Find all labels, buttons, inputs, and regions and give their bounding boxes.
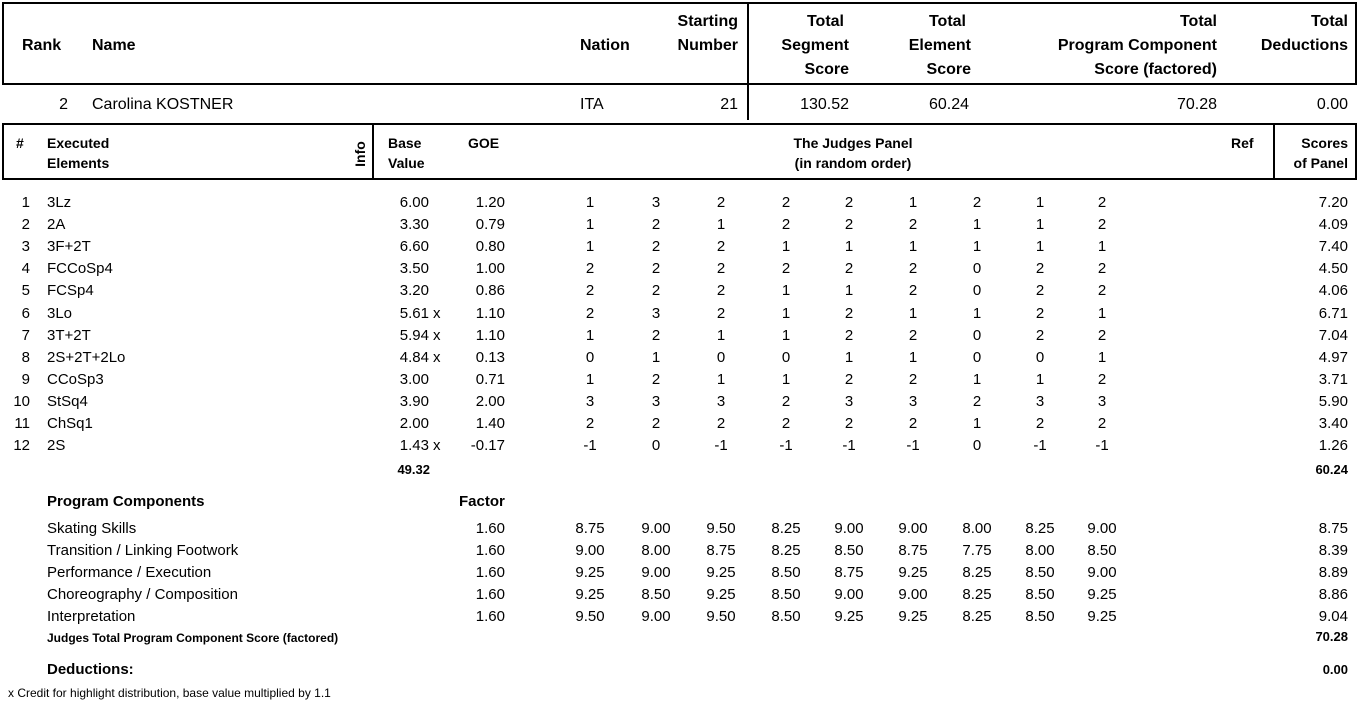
element-judge-score: -1	[714, 437, 728, 455]
component-judge-score: 8.25	[771, 520, 801, 537]
footnote: x Credit for highlight distribution, base value multiplied by 1.1	[8, 686, 331, 700]
element-base-value: 5.61	[399, 304, 429, 322]
header-tss-3: Score	[804, 61, 849, 78]
element-judge-score: 2	[1035, 326, 1045, 344]
element-panel-score: 4.97	[1318, 348, 1348, 366]
header-tss-2: Segment	[781, 37, 849, 54]
element-judge-score: 3	[1035, 392, 1045, 410]
element-name: 3Lz	[47, 194, 72, 211]
elements-header-box	[2, 123, 1357, 180]
element-judge-score: 1	[716, 216, 726, 234]
element-judge-score: 2	[844, 415, 854, 432]
program-components-title: Program Components	[47, 493, 205, 510]
component-judge-score: 8.75	[706, 542, 736, 559]
component-judge-score: 9.00	[898, 520, 928, 537]
element-judge-score: 2	[908, 282, 918, 300]
component-judge-score: 9.00	[1087, 520, 1117, 537]
element-judge-score: 1	[1097, 238, 1107, 256]
element-goe: 1.10	[475, 304, 505, 322]
element-num: 12	[13, 437, 30, 455]
skater-total-segment-score: 130.52	[800, 96, 849, 113]
header-pcs-1: Total	[1179, 13, 1217, 30]
component-judge-score: 8.00	[641, 542, 671, 559]
header-starting-2: Number	[677, 37, 738, 54]
element-base-value: 4.84	[399, 348, 429, 366]
element-judge-score: 0	[781, 348, 791, 366]
element-judge-score: 1	[1035, 238, 1045, 256]
elements-header-scores-1: Scores	[1301, 135, 1348, 151]
element-base-value: 3.20	[399, 282, 429, 300]
element-num: 10	[13, 392, 30, 410]
element-judge-score: 1	[716, 370, 726, 388]
element-judge-score: 3	[1097, 392, 1107, 410]
elements-header-info: Info	[352, 141, 368, 167]
header-pcs-3: Score (factored)	[1094, 61, 1217, 78]
component-factor: 1.60	[475, 586, 505, 603]
element-panel-score: 3.71	[1318, 370, 1348, 388]
component-judge-score: 9.25	[1087, 586, 1117, 603]
element-base-value: 3.90	[399, 392, 429, 410]
deductions-value: 0.00	[1322, 662, 1348, 677]
component-judge-score: 9.00	[834, 586, 864, 603]
component-judge-score: 9.25	[1087, 608, 1117, 625]
element-name: ChSq1	[47, 415, 93, 432]
element-judge-score: -1	[1033, 437, 1047, 455]
element-panel-score: 4.50	[1318, 260, 1348, 278]
element-judge-score: 1	[781, 370, 791, 388]
element-judge-score: 2	[1097, 216, 1107, 234]
pcs-total-value: 70.28	[1315, 629, 1348, 644]
component-judge-score: 9.25	[706, 586, 736, 603]
element-goe: 0.79	[475, 216, 505, 234]
component-judge-score: 9.00	[641, 520, 671, 537]
element-judge-score: 1	[585, 238, 595, 256]
element-judge-score: 2	[908, 216, 918, 234]
skater-total-deductions: 0.00	[1316, 96, 1348, 113]
element-num: 9	[21, 370, 30, 388]
element-num: 7	[21, 326, 30, 344]
element-judge-score: 2	[585, 282, 595, 300]
elements-header-ref: Ref	[1231, 135, 1254, 151]
element-judge-score: 1	[972, 304, 982, 322]
component-judge-score: 9.00	[575, 542, 605, 559]
element-panel-score: 4.06	[1318, 282, 1348, 300]
skater-total-element-score: 60.24	[928, 96, 969, 113]
component-judge-score: 8.50	[771, 564, 801, 581]
component-judge-score: 8.75	[898, 542, 928, 559]
header-tes-2: Element	[908, 37, 971, 54]
component-panel-score: 8.39	[1318, 542, 1348, 559]
element-judge-score: 2	[651, 370, 661, 388]
component-panel-score: 8.75	[1318, 520, 1348, 537]
component-judge-score: 9.25	[575, 564, 605, 581]
element-judge-score: 2	[585, 304, 595, 322]
skater-starting-number: 21	[720, 96, 738, 113]
element-goe: -0.17	[470, 437, 505, 455]
header-name: Name	[92, 37, 136, 54]
element-judge-score: 2	[781, 216, 791, 234]
element-judge-score: 3	[908, 392, 918, 410]
element-judge-score: 1	[781, 238, 791, 256]
element-base-value: 6.00	[399, 194, 429, 211]
element-judge-score: 2	[781, 260, 791, 278]
element-name: StSq4	[47, 392, 88, 410]
component-judge-score: 8.00	[962, 520, 992, 537]
element-credit-mark: x	[433, 348, 441, 366]
component-judge-score: 9.00	[641, 564, 671, 581]
component-judge-score: 8.75	[575, 520, 605, 537]
element-name: 2S+2T+2Lo	[47, 348, 126, 366]
header-tes-3: Score	[926, 61, 971, 78]
elements-header-num: #	[16, 135, 24, 151]
element-num: 6	[21, 304, 30, 322]
element-name: 3F+2T	[47, 238, 91, 256]
element-base-value: 1.43	[399, 437, 429, 455]
element-judge-score: 3	[651, 304, 661, 322]
summary-divider	[747, 2, 749, 120]
element-judge-score: 2	[716, 238, 726, 256]
element-judge-score: 1	[844, 282, 854, 300]
component-judge-score: 8.25	[1025, 520, 1055, 537]
element-judge-score: 2	[908, 415, 918, 432]
component-judge-score: 9.25	[898, 608, 928, 625]
element-judge-score: 2	[908, 260, 918, 278]
element-goe: 1.40	[475, 415, 505, 432]
element-num: 1	[21, 194, 30, 211]
element-judge-score: 2	[1035, 260, 1045, 278]
element-judge-score: 0	[972, 326, 982, 344]
component-judge-score: 9.25	[575, 586, 605, 603]
element-judge-score: 0	[972, 348, 982, 366]
element-goe: 1.00	[475, 260, 505, 278]
element-goe: 0.86	[475, 282, 505, 300]
element-name: 2S	[47, 437, 66, 455]
element-judge-score: 1	[972, 415, 982, 432]
element-num: 2	[21, 216, 30, 234]
element-name: 2A	[47, 216, 66, 234]
component-name: Choreography / Composition	[47, 586, 238, 603]
program-components-factor-label: Factor	[459, 493, 505, 510]
elements-total: 60.24	[1315, 462, 1348, 477]
component-name: Performance / Execution	[47, 564, 212, 581]
element-judge-score: 1	[844, 348, 854, 366]
element-judge-score: 1	[908, 304, 918, 322]
component-panel-score: 8.86	[1318, 586, 1348, 603]
element-judge-score: 2	[651, 216, 661, 234]
component-judge-score: 9.50	[706, 520, 736, 537]
element-judge-score: 2	[1035, 282, 1045, 300]
element-name: FCSp4	[47, 282, 94, 300]
element-panel-score: 7.20	[1318, 194, 1348, 211]
element-judge-score: 2	[1097, 326, 1107, 344]
element-judge-score: 0	[972, 437, 982, 455]
component-judge-score: 9.00	[1087, 564, 1117, 581]
element-judge-score: 2	[781, 194, 791, 211]
element-judge-score: 2	[651, 326, 661, 344]
element-judge-score: 0	[585, 348, 595, 366]
elements-header-executed-2: Elements	[47, 155, 110, 171]
element-judge-score: 2	[651, 238, 661, 256]
skater-total-pcs: 70.28	[1176, 96, 1217, 113]
element-judge-score: 2	[716, 282, 726, 300]
element-panel-score: 1.26	[1318, 437, 1348, 455]
element-judge-score: -1	[906, 437, 920, 455]
component-judge-score: 9.50	[706, 608, 736, 625]
element-base-value: 3.50	[399, 260, 429, 278]
component-panel-score: 9.04	[1318, 608, 1348, 625]
element-credit-mark: x	[433, 326, 441, 344]
element-judge-score: 1	[585, 326, 595, 344]
elements-header-divider-2	[1273, 123, 1275, 180]
pcs-total-label: Judges Total Program Component Score (factored)	[47, 631, 339, 645]
element-judge-score: 3	[585, 392, 595, 410]
elements-header-base-1: Base	[388, 135, 422, 151]
skater-rank: 2	[59, 96, 68, 113]
element-goe: 2.00	[475, 392, 505, 410]
element-judge-score: 1	[716, 326, 726, 344]
element-judge-score: 3	[844, 392, 854, 410]
element-judge-score: 1	[585, 370, 595, 388]
element-name: 3T+2T	[47, 326, 91, 344]
element-judge-score: 1	[844, 238, 854, 256]
deductions-label: Deductions:	[47, 661, 134, 678]
component-name: Transition / Linking Footwork	[47, 542, 239, 559]
element-judge-score: 2	[716, 304, 726, 322]
elements-header-panel-2: (in random order)	[794, 155, 912, 171]
component-judge-score: 9.00	[898, 586, 928, 603]
element-credit-mark: x	[433, 437, 441, 455]
element-judge-score: 2	[716, 415, 726, 432]
element-judge-score: 2	[1035, 304, 1045, 322]
element-judge-score: 2	[651, 282, 661, 300]
element-name: FCCoSp4	[47, 260, 113, 278]
component-judge-score: 8.25	[962, 608, 992, 625]
component-judge-score: 9.50	[575, 608, 605, 625]
element-panel-score: 5.90	[1318, 392, 1348, 410]
element-judge-score: 3	[716, 392, 726, 410]
element-judge-score: 2	[651, 260, 661, 278]
element-judge-score: 1	[908, 348, 918, 366]
component-judge-score: 8.25	[771, 542, 801, 559]
element-base-value: 3.00	[399, 370, 429, 388]
element-panel-score: 3.40	[1318, 415, 1348, 432]
element-judge-score: 1	[1097, 304, 1107, 322]
component-judge-score: 9.25	[706, 564, 736, 581]
header-tes-1: Total	[928, 13, 966, 30]
component-judge-score: 9.25	[834, 608, 864, 625]
component-judge-score: 8.50	[834, 542, 864, 559]
element-judge-score: 2	[844, 216, 854, 234]
base-total: 49.32	[397, 462, 430, 477]
header-starting-1: Starting	[677, 13, 738, 30]
element-panel-score: 7.40	[1318, 238, 1348, 256]
element-judge-score: 1	[781, 304, 791, 322]
element-judge-score: 2	[585, 415, 595, 432]
element-judge-score: 2	[972, 392, 982, 410]
component-judge-score: 9.25	[898, 564, 928, 581]
element-num: 11	[14, 415, 30, 432]
element-judge-score: 2	[844, 326, 854, 344]
element-goe: 1.10	[475, 326, 505, 344]
element-base-value: 5.94	[399, 326, 429, 344]
element-judge-score: 2	[716, 260, 726, 278]
elements-header-base-2: Value	[388, 155, 425, 171]
element-judge-score: 0	[716, 348, 726, 366]
element-judge-score: 3	[651, 194, 661, 211]
header-tss-1: Total	[806, 13, 844, 30]
element-judge-score: -1	[1095, 437, 1109, 455]
header-rank: Rank	[22, 37, 62, 54]
element-base-value: 6.60	[399, 238, 429, 256]
element-num: 3	[21, 238, 30, 256]
element-name: CCoSp3	[47, 370, 104, 388]
element-panel-score: 4.09	[1318, 216, 1348, 234]
element-panel-score: 7.04	[1318, 326, 1348, 344]
header-ded-2: Deductions	[1260, 37, 1348, 54]
element-judge-score: 2	[585, 260, 595, 278]
element-judge-score: 2	[781, 415, 791, 432]
element-num: 5	[21, 282, 30, 300]
element-judge-score: 2	[844, 304, 854, 322]
component-judge-score: 8.50	[1025, 564, 1055, 581]
elements-header-goe: GOE	[468, 135, 500, 151]
elements-header-executed-1: Executed	[47, 135, 110, 151]
component-factor: 1.60	[475, 608, 505, 625]
elements-header-scores-2: of Panel	[1293, 155, 1348, 171]
component-factor: 1.60	[475, 520, 505, 537]
component-judge-score: 8.00	[1025, 542, 1055, 559]
component-panel-score: 8.89	[1318, 564, 1348, 581]
component-judge-score: 8.50	[641, 586, 671, 603]
element-judge-score: 1	[781, 326, 791, 344]
element-judge-score: 2	[1097, 194, 1107, 211]
component-judge-score: 8.50	[771, 586, 801, 603]
element-base-value: 3.30	[399, 216, 429, 234]
element-judge-score: 2	[1097, 260, 1107, 278]
element-goe: 0.80	[475, 238, 505, 256]
element-judge-score: -1	[583, 437, 597, 455]
element-judge-score: 2	[1097, 370, 1107, 388]
element-judge-score: 1	[1097, 348, 1107, 366]
element-judge-score: 1	[1035, 194, 1045, 211]
element-goe: 1.20	[475, 194, 505, 211]
component-judge-score: 8.50	[1025, 608, 1055, 625]
element-judge-score: 1	[781, 282, 791, 300]
element-judge-score: 2	[972, 194, 982, 211]
element-judge-score: 2	[908, 370, 918, 388]
component-judge-score: 8.50	[1087, 542, 1117, 559]
element-judge-score: 2	[844, 260, 854, 278]
component-judge-score: 8.75	[834, 564, 864, 581]
element-judge-score: 1	[908, 238, 918, 256]
element-judge-score: 1	[585, 194, 595, 211]
component-name: Skating Skills	[47, 520, 137, 537]
element-num: 8	[21, 348, 30, 366]
element-panel-score: 6.71	[1318, 304, 1348, 322]
element-judge-score: 0	[651, 437, 661, 455]
element-judge-score: 1	[972, 216, 982, 234]
element-judge-score: 2	[716, 194, 726, 211]
element-judge-score: 3	[651, 392, 661, 410]
element-judge-score: 2	[651, 415, 661, 432]
component-judge-score: 8.25	[962, 564, 992, 581]
skater-name: Carolina KOSTNER	[92, 96, 234, 113]
element-judge-score: 0	[972, 282, 982, 300]
component-factor: 1.60	[475, 542, 505, 559]
element-judge-score: 2	[1097, 415, 1107, 432]
component-judge-score: 8.50	[1025, 586, 1055, 603]
element-judge-score: 2	[1097, 282, 1107, 300]
element-judge-score: 1	[972, 370, 982, 388]
skater-nation: ITA	[580, 96, 604, 113]
elements-header-panel-1: The Judges Panel	[793, 135, 913, 151]
element-judge-score: -1	[842, 437, 856, 455]
header-ded-1: Total	[1310, 13, 1348, 30]
element-judge-score: 1	[1035, 216, 1045, 234]
element-judge-score: 2	[781, 392, 791, 410]
element-credit-mark: x	[433, 304, 441, 322]
component-judge-score: 9.00	[641, 608, 671, 625]
element-goe: 0.71	[475, 370, 505, 388]
element-judge-score: 2	[908, 326, 918, 344]
element-judge-score: 1	[1035, 370, 1045, 388]
element-judge-score: 1	[585, 216, 595, 234]
element-goe: 0.13	[475, 348, 505, 366]
element-judge-score: 0	[1035, 348, 1045, 366]
component-judge-score: 7.75	[962, 542, 992, 559]
element-judge-score: 2	[1035, 415, 1045, 432]
component-judge-score: 8.25	[962, 586, 992, 603]
component-judge-score: 9.00	[834, 520, 864, 537]
element-judge-score: 2	[844, 370, 854, 388]
header-pcs-2: Program Component	[1057, 37, 1217, 54]
component-judge-score: 8.50	[771, 608, 801, 625]
elements-header-divider-1	[372, 123, 374, 180]
element-judge-score: 0	[972, 260, 982, 278]
element-num: 4	[21, 260, 30, 278]
component-name: Interpretation	[47, 608, 136, 625]
element-judge-score: 1	[972, 238, 982, 256]
element-name: 3Lo	[47, 304, 73, 322]
element-judge-score: -1	[779, 437, 793, 455]
element-base-value: 2.00	[399, 415, 429, 432]
element-judge-score: 2	[844, 194, 854, 211]
component-factor: 1.60	[475, 564, 505, 581]
element-judge-score: 1	[651, 348, 661, 366]
element-judge-score: 1	[908, 194, 918, 211]
header-nation: Nation	[580, 37, 630, 54]
